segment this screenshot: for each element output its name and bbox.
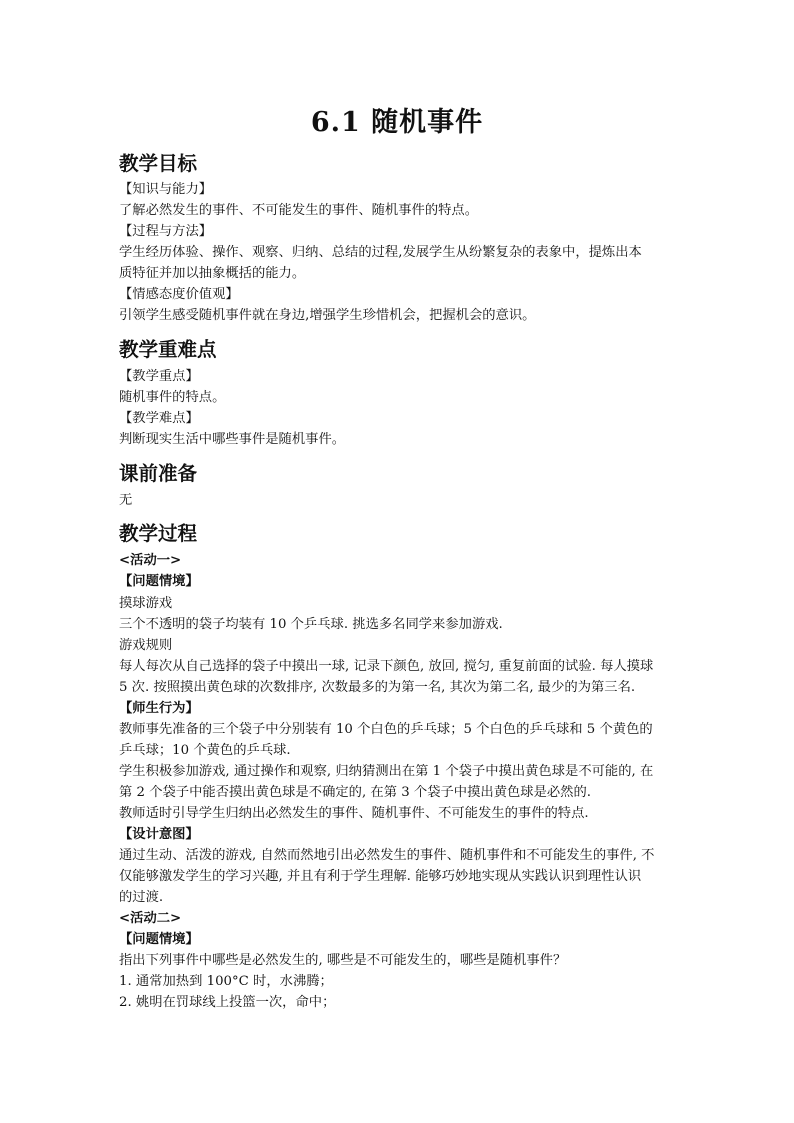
- process-method-text-2: 质特征并加以抽象概括的能力。: [119, 266, 306, 281]
- problem-situation-2-label: 【问题情境】: [119, 932, 199, 947]
- design-intent-text-2: 仅能够激发学生的学习兴趣, 并且有利于学生理解. 能够巧妙地实现从实践认识到理性认识: [119, 869, 642, 884]
- design-intent-label: 【设计意图】: [119, 827, 199, 842]
- question-item-1: 1. 通常加热到 100°C 时，水沸腾；: [119, 974, 333, 989]
- activity-two-label: <活动二>: [119, 911, 182, 926]
- game-description: 三个不透明的袋子均装有 10 个乒乓球. 挑选多名同学来参加游戏.: [119, 617, 503, 632]
- preparation-text: 无: [119, 493, 133, 508]
- game-rules-text-1: 每人每次从自己选择的袋子中摸出一球, 记录下颜色, 放回, 搅匀, 重复前面的试验. 每人摸球: [119, 659, 654, 674]
- process-method-label: 【过程与方法】: [119, 224, 213, 239]
- teacher-student-text-3: 学生积极参加游戏, 通过操作和观察, 归纳猜测出在第 1 个袋子中摸出黄色球是不可能的, 在: [119, 764, 654, 779]
- process-method-text-1: 学生经历体验、操作、观察、归纳、总结的过程,发展学生从纷繁复杂的表象中，提炼出本: [119, 245, 642, 260]
- teacher-student-text-2: 乒乓球；10 个黄色的乒乓球.: [119, 743, 291, 758]
- question-text: 指出下列事件中哪些是必然发生的, 哪些是不可能发生的，哪些是随机事件？: [119, 953, 567, 968]
- knowledge-text: 了解必然发生的事件、不可能发生的事件、随机事件的特点。: [119, 203, 479, 218]
- heading-objectives: 教学目标: [119, 152, 198, 175]
- teacher-student-text-5: 教师适时引导学生归纳出必然发生的事件、随机事件、不可能发生的事件的特点.: [119, 806, 589, 821]
- difficulty-label: 【教学难点】: [119, 411, 199, 426]
- page-title: 6.1 随机事件: [310, 107, 484, 138]
- heading-key-points: 教学重难点: [119, 338, 217, 361]
- heading-teaching-process: 教学过程: [119, 522, 198, 545]
- game-name: 摸球游戏: [119, 596, 173, 611]
- emotion-label: 【情感态度价值观】: [119, 287, 239, 302]
- difficulty-text: 判断现实生活中哪些事件是随机事件。: [119, 432, 346, 447]
- teacher-student-text-4: 第 2 个袋子中能否摸出黄色球是不确定的, 在第 3 个袋子中摸出黄色球是必然的.: [119, 785, 592, 800]
- design-intent-text-1: 通过生动、活泼的游戏, 自然而然地引出必然发生的事件、随机事件和不可能发生的事件, 不: [119, 848, 655, 863]
- design-intent-text-3: 的过渡.: [119, 890, 164, 905]
- activity-one-label: <活动一>: [119, 553, 182, 568]
- game-rules-text-2: 5 次. 按照摸出黄色球的次数排序, 次数最多的为第一名, 其次为第二名, 最少的为第三名.: [119, 680, 636, 695]
- teacher-student-text-1: 教师事先准备的三个袋子中分别装有 10 个白色的乒乓球；5 个白色的乒乓球和 5 个黄色的: [119, 722, 653, 737]
- teacher-student-label: 【师生行为】: [119, 701, 199, 716]
- question-item-2: 2. 姚明在罚球线上投篮一次，命中；: [119, 995, 336, 1010]
- knowledge-label: 【知识与能力】: [119, 182, 213, 197]
- heading-preparation: 课前准备: [119, 462, 198, 485]
- emotion-text: 引领学生感受随机事件就在身边,增强学生珍惜机会，把握机会的意识。: [119, 308, 536, 323]
- game-rules-label: 游戏规则: [119, 638, 173, 653]
- focus-label: 【教学重点】: [119, 369, 199, 384]
- focus-text: 随机事件的特点。: [119, 390, 226, 405]
- problem-situation-label: 【问题情境】: [119, 574, 199, 589]
